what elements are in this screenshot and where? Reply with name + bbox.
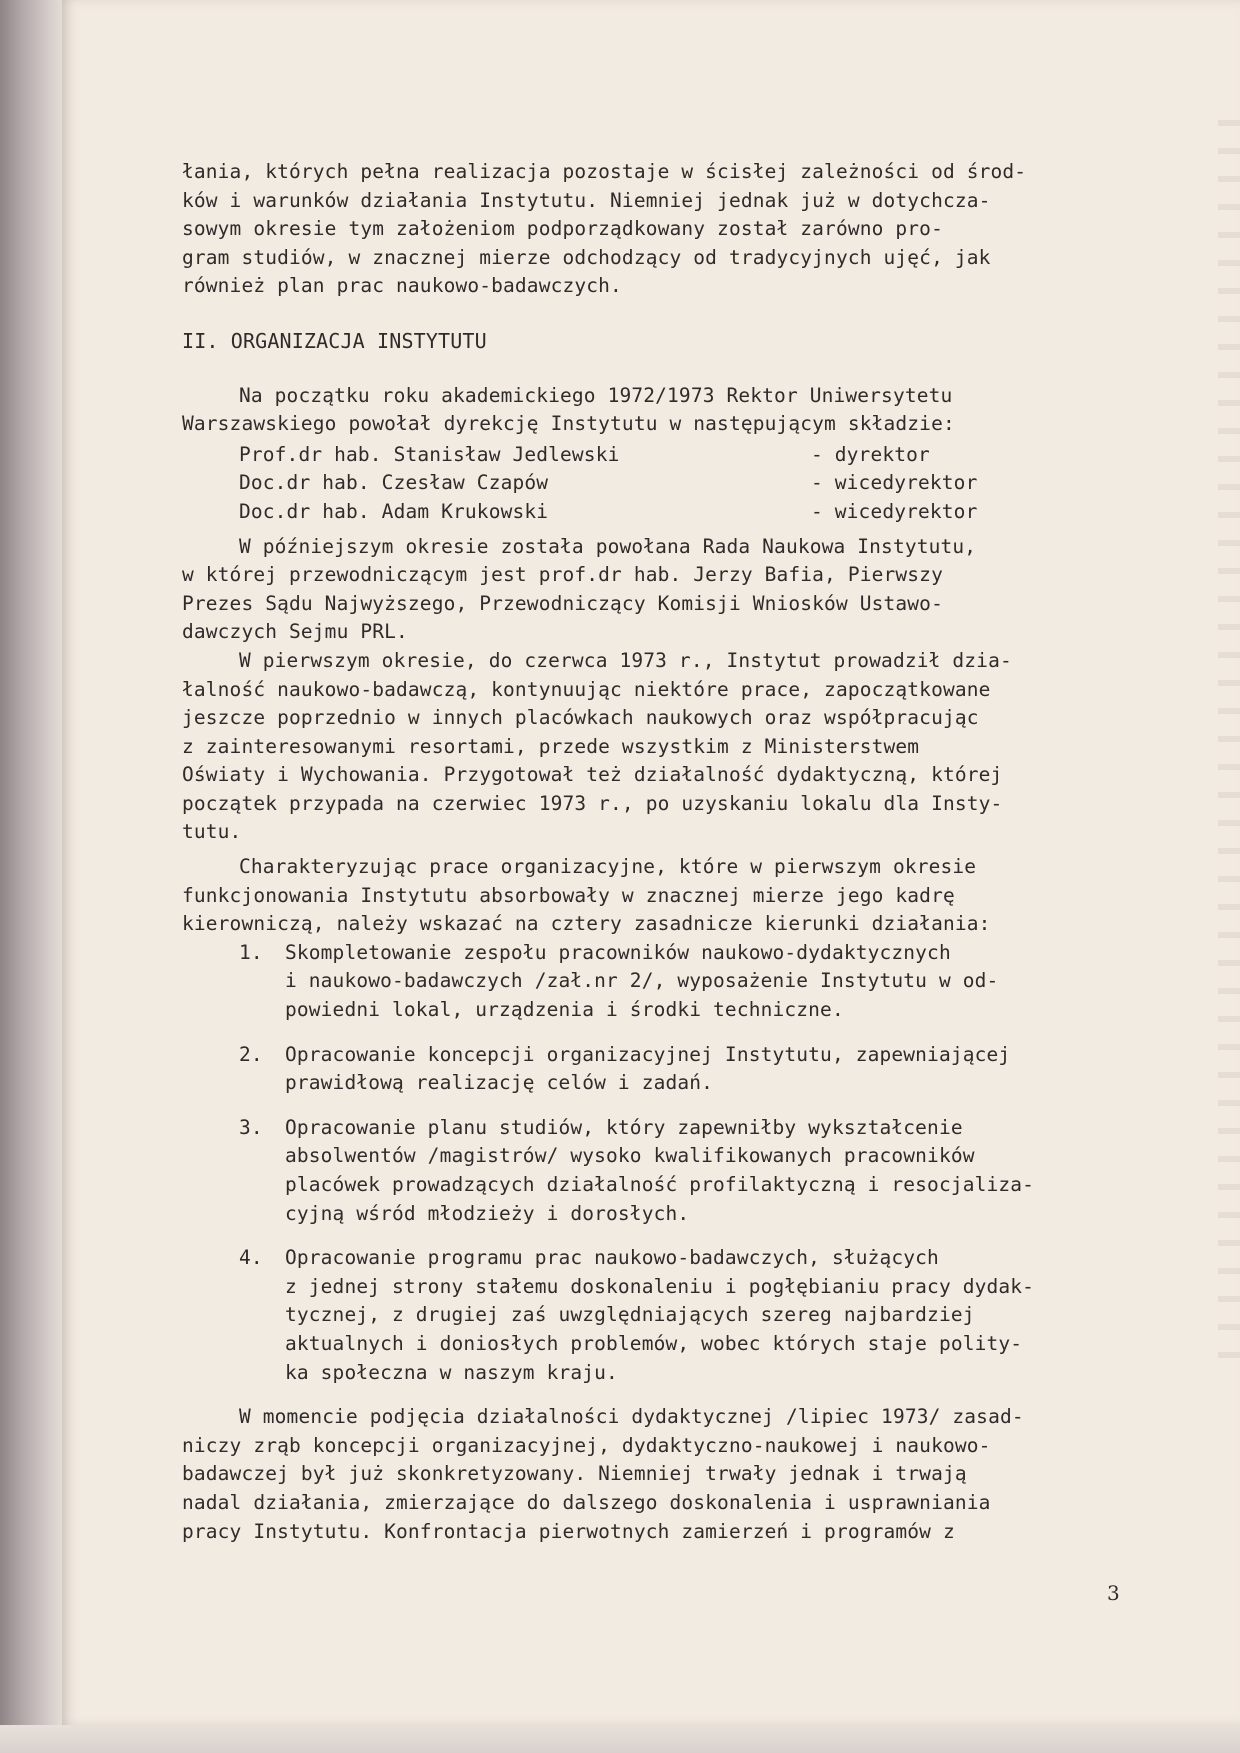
director-role: - wicedyrektor bbox=[811, 499, 978, 523]
director-row bbox=[239, 469, 1132, 498]
direction-paragraph bbox=[182, 382, 1132, 439]
list-item bbox=[182, 939, 1132, 1025]
list-item bbox=[182, 1114, 1132, 1228]
text-line: Opracowanie programu prac naukowo-badawczych, służących bbox=[285, 1246, 939, 1270]
text-line: W pierwszym okresie, do czerwca 1973 r., Instytut prowadził dzia- bbox=[239, 648, 1012, 672]
list-number: 4. bbox=[239, 1246, 263, 1270]
text-line: Skompletowanie zespołu pracowników naukowo-dydaktycznych bbox=[285, 940, 951, 964]
text-line: łania, których pełna realizacja pozostaje w ścisłej zależności od środ- bbox=[182, 160, 1027, 183]
list-item-text bbox=[285, 1114, 1132, 1228]
director-name: Doc.dr hab. Adam Krukowski bbox=[239, 499, 549, 523]
bleed-through-edge bbox=[1218, 120, 1240, 1370]
text-line: ków i warunków działania Instytutu. Niemniej jednak już w dotychcza- bbox=[182, 188, 991, 212]
text-line: W momencie podjęcia działalności dydaktycznej /lipiec 1973/ zasad- bbox=[239, 1405, 1024, 1429]
list-number: 1. bbox=[239, 940, 263, 964]
section-heading: II. ORGANIZACJA INSTYTUTU bbox=[182, 328, 487, 353]
text-line: aktualnych i doniosłych problemów, wobec których staje polity- bbox=[285, 1331, 1023, 1355]
director-name: Prof.dr hab. Stanisław Jedlewski bbox=[239, 442, 620, 466]
text-line: prawidłową realizację celów i zadań. bbox=[285, 1071, 714, 1095]
text-line: Prezes Sądu Najwyższego, Przewodniczący Komisji Wniosków Ustawo- bbox=[182, 591, 943, 615]
list-item bbox=[182, 1041, 1132, 1098]
text-line: sowym okresie tym założeniom podporządkowany został zarówno pro- bbox=[182, 217, 943, 241]
intro-paragraph bbox=[182, 158, 1132, 301]
text-line: jeszcze poprzednio w innych placówkach naukowych oraz współpracując bbox=[182, 706, 979, 730]
page-number: 3 bbox=[1107, 1581, 1120, 1605]
text-line: Warszawskiego powołał dyrekcję Instytutu w następującym składzie: bbox=[182, 412, 955, 436]
text-line: dawczych Sejmu PRL. bbox=[182, 620, 408, 644]
text-line: niczy zrąb koncepcji organizacyjnej, dydaktyczno-naukowej i naukowo- bbox=[182, 1433, 991, 1457]
text-line: placówek prowadzących działalność profilaktyczną i resocjaliza- bbox=[285, 1173, 1035, 1196]
text-line: z jednej strony stałemu doskonaleniu i pogłębianiu pracy dydak- bbox=[285, 1274, 1035, 1298]
list-item-text bbox=[285, 939, 1132, 1025]
text-line: i naukowo-badawczych /zał.nr 2/, wyposażenie Instytutu w od- bbox=[285, 969, 999, 993]
text-line: początek przypada na czerwiec 1973 r., po uzyskaniu lokalu dla Insty- bbox=[182, 791, 1003, 815]
text-line: w której przewodniczącym jest prof.dr hab. Jerzy Bafia, Pierwszy bbox=[182, 563, 943, 587]
director-row bbox=[239, 441, 1132, 470]
text-line: łalność naukowo-badawczą, kontynuując niektóre prace, zapoczątkowane bbox=[182, 677, 991, 701]
text-line: również plan prac naukowo-badawczych. bbox=[182, 274, 622, 298]
text-line: W późniejszym okresie została powołana Rada Naukowa Instytutu, bbox=[239, 534, 977, 558]
director-role: - wicedyrektor bbox=[811, 471, 978, 495]
text-line: Na początku roku akademickiego 1972/1973 Rektor Uniwersytetu bbox=[239, 383, 953, 407]
directors-table bbox=[182, 441, 1132, 527]
list-item-text bbox=[285, 1244, 1132, 1387]
director-name: Doc.dr hab. Czesław Czapów bbox=[239, 471, 549, 495]
text-line: Charakteryzując prace organizacyjne, które w pierwszym okresie bbox=[239, 855, 977, 879]
text-line: pracy Instytutu. Konfrontacja pierwotnych zamierzeń i programów z bbox=[182, 1519, 955, 1543]
page-bottom-edge bbox=[0, 1725, 1240, 1753]
list-item bbox=[182, 1244, 1132, 1387]
text-line: gram studiów, w znacznej mierze odchodzący od tradycyjnych ujęć, jak bbox=[182, 245, 991, 269]
text-line: kierowniczą, należy wskazać na cztery zasadnicze kierunki działania: bbox=[182, 912, 991, 936]
list-number: 3. bbox=[239, 1115, 263, 1139]
characterizing-paragraph bbox=[182, 853, 1132, 939]
first-period-paragraph bbox=[182, 647, 1132, 847]
text-line: absolwentów /magistrów/ wysoko kwalifikowanych pracowników bbox=[285, 1144, 975, 1168]
text-line: nadal działania, zmierzające do dalszego doskonalenia i usprawniania bbox=[182, 1490, 991, 1514]
text-line: Oświaty i Wychowania. Przygotował też działalność dydaktyczną, której bbox=[182, 763, 1003, 787]
list-item-text bbox=[285, 1041, 1132, 1098]
text-line: ka społeczna w naszym kraju. bbox=[285, 1360, 618, 1384]
binding-shadow bbox=[0, 0, 70, 1753]
list-number: 2. bbox=[239, 1042, 263, 1066]
text-line: Opracowanie koncepcji organizacyjnej Instytutu, zapewniającej bbox=[285, 1042, 1011, 1066]
text-line: badawczej był już skonkretyzowany. Niemniej trwały jednak i trwają bbox=[182, 1462, 967, 1486]
final-paragraph bbox=[182, 1403, 1132, 1546]
council-paragraph bbox=[182, 533, 1132, 647]
text-line: powiedni lokal, urządzenia i środki techniczne. bbox=[285, 998, 844, 1022]
text-line: z zainteresowanymi resortami, przede wszystkim z Ministerstwem bbox=[182, 734, 920, 758]
text-line: funkcjonowania Instytutu absorbowały w znacznej mierze jego kadrę bbox=[182, 883, 955, 907]
director-role: - dyrektor bbox=[811, 442, 930, 466]
director-row bbox=[239, 498, 1132, 527]
text-line: cyjną wśród młodzieży i dorosłych. bbox=[285, 1201, 690, 1225]
text-line: Opracowanie planu studiów, który zapewniłby wykształcenie bbox=[285, 1115, 963, 1139]
document-body bbox=[182, 158, 1132, 1546]
text-line: tutu. bbox=[182, 820, 242, 844]
text-line: tycznej, z drugiej zaś uwzględniających szereg najbardziej bbox=[285, 1303, 975, 1327]
